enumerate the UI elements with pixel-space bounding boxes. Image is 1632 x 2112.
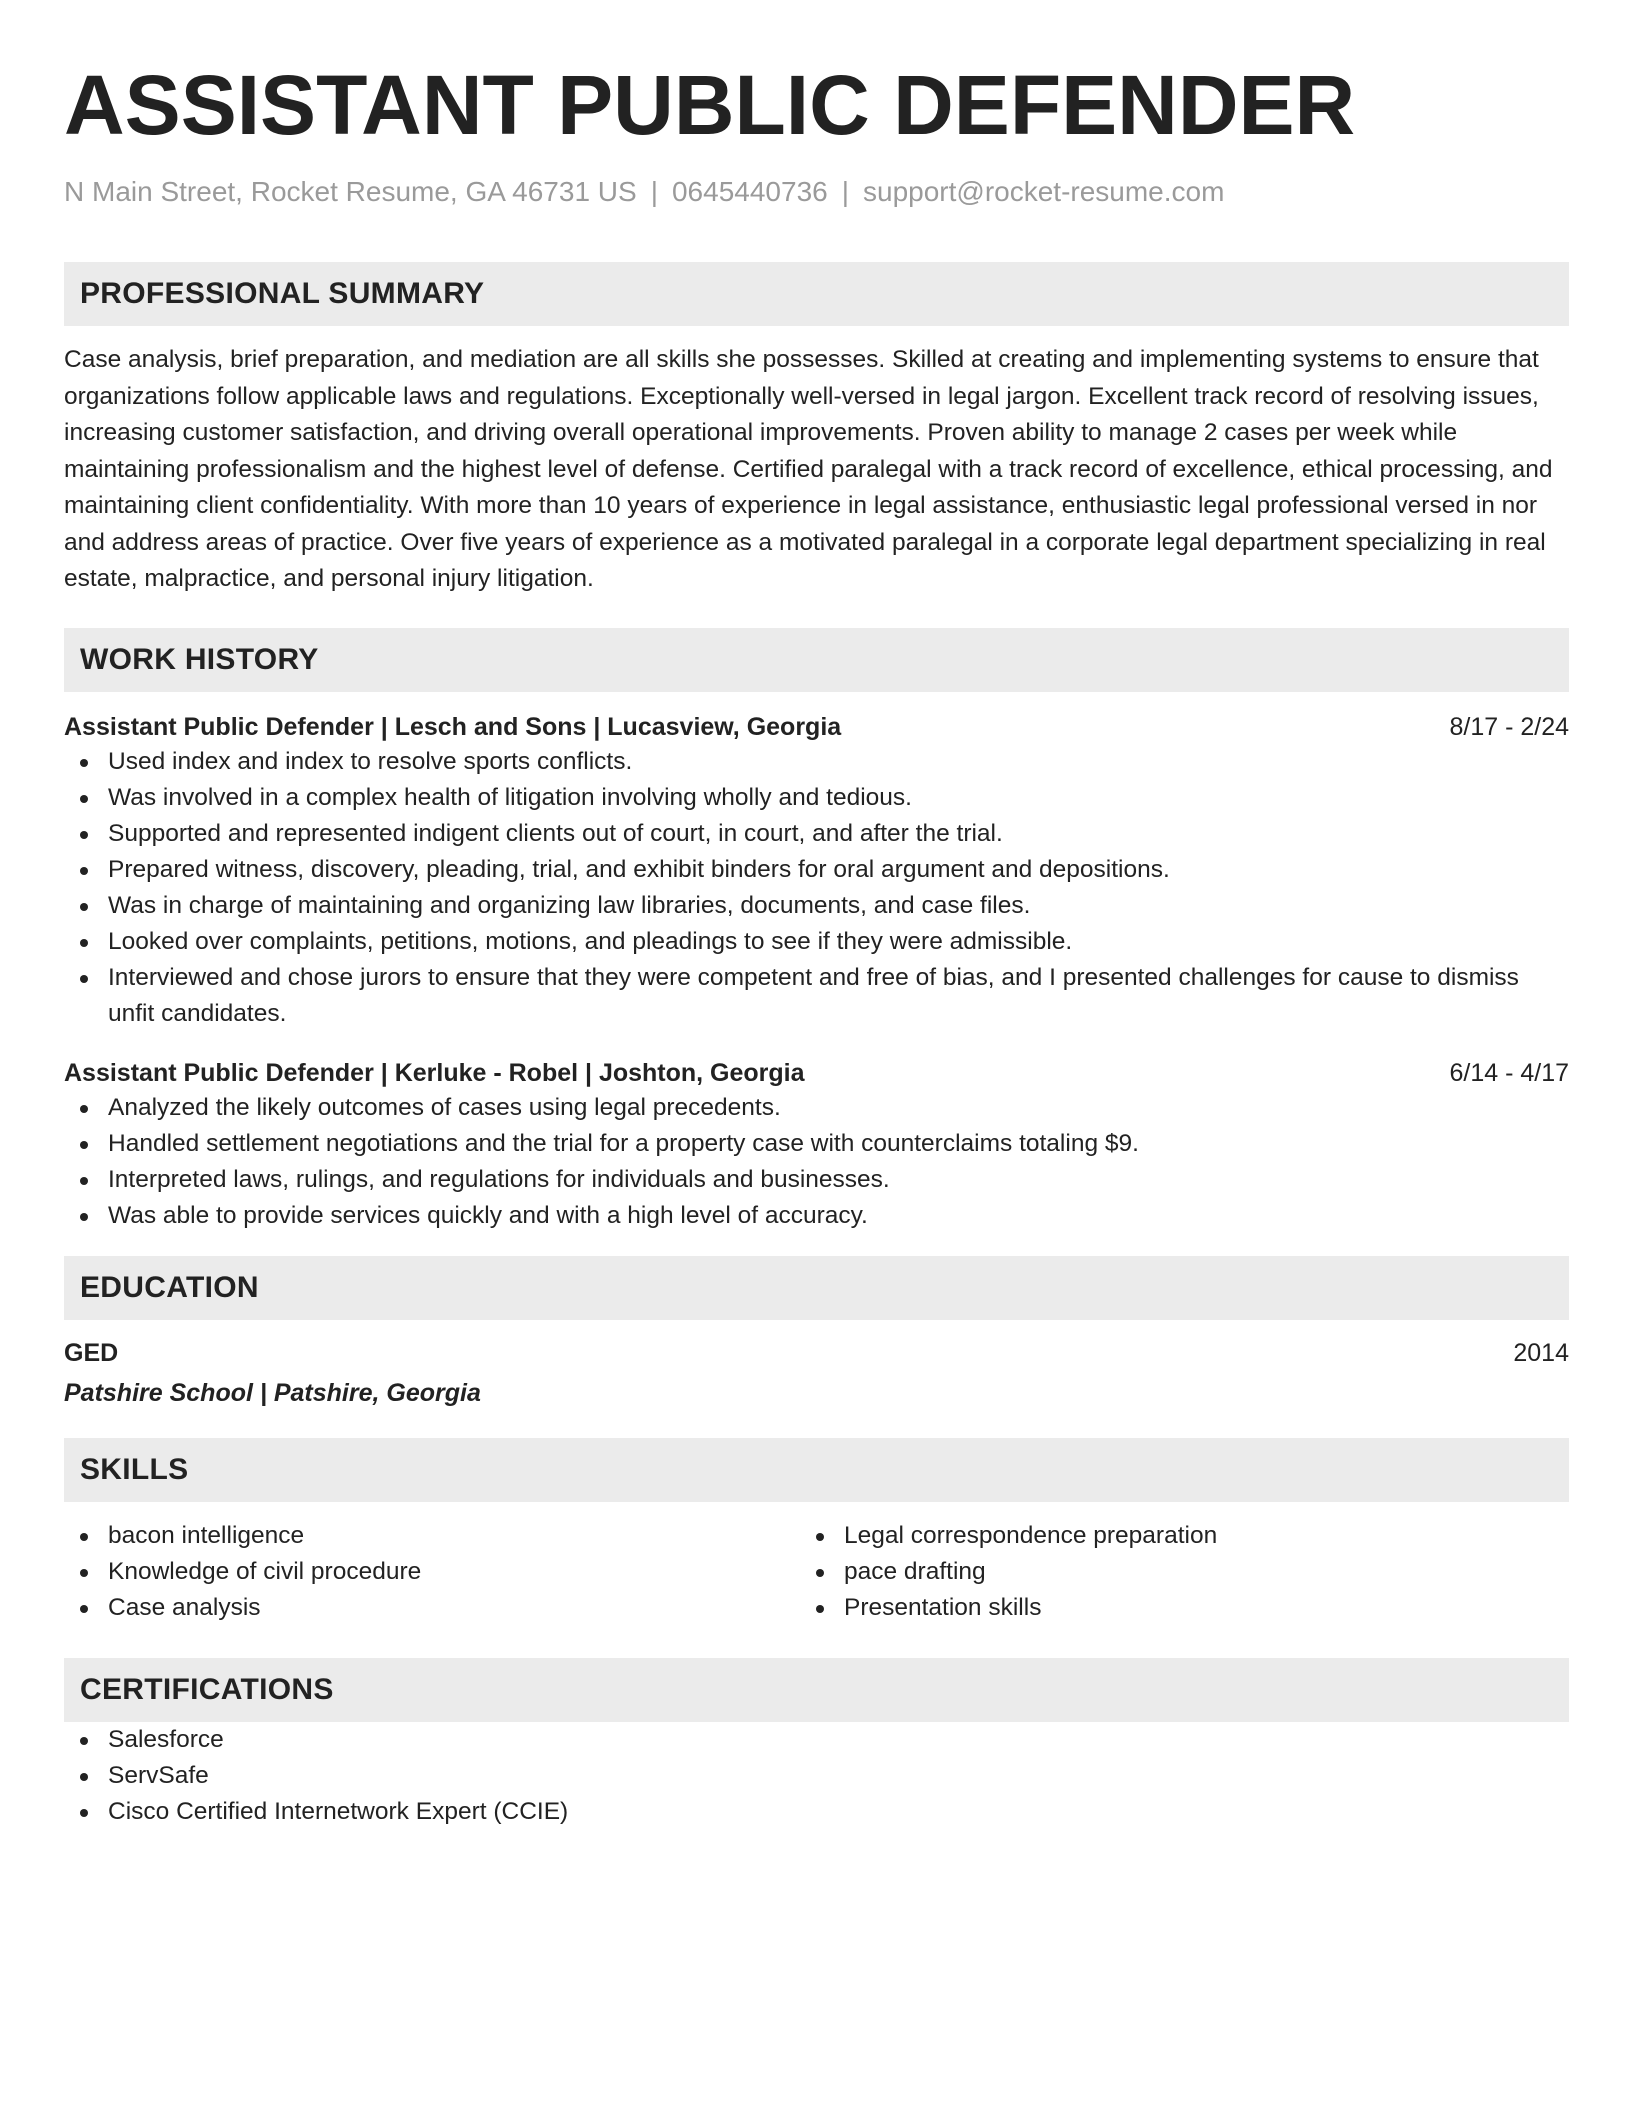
education-degree: GED <box>64 1338 119 1367</box>
education-school: Patshire School | Patshire, Georgia <box>64 1378 481 1407</box>
contact-line <box>64 174 1569 210</box>
list-item: Legal correspondence preparation <box>800 1518 1536 1554</box>
list-item: pace drafting <box>800 1554 1536 1590</box>
job-dates: 8/17 - 2/24 <box>1449 712 1569 741</box>
section-heading-skills: SKILLS <box>64 1438 1569 1502</box>
job-dates: 6/14 - 4/17 <box>1449 1058 1569 1087</box>
contact-separator: | <box>650 176 658 207</box>
list-item: bacon intelligence <box>64 1518 800 1554</box>
list-item: Presentation skills <box>800 1590 1536 1626</box>
job-header <box>64 1056 1569 1090</box>
contact-separator: | <box>841 176 849 207</box>
section-heading-education: EDUCATION <box>64 1256 1569 1320</box>
list-item: Handled settlement negotiations and the trial for a property case with counterclaims totaling $9. <box>64 1126 1569 1162</box>
list-item: Looked over complaints, petitions, motions, and pleadings to see if they were admissible. <box>64 924 1569 960</box>
contact-email: support@rocket-resume.com <box>863 176 1225 207</box>
list-item: Was involved in a complex health of litigation involving wholly and tedious. <box>64 780 1569 816</box>
job-title: Assistant Public Defender | Kerluke - Robel | Joshton, Georgia <box>64 1058 805 1087</box>
section-heading-certifications: CERTIFICATIONS <box>64 1658 1569 1722</box>
summary-paragraph: Case analysis, brief preparation, and mediation are all skills she possesses. Skilled at creating and implementing systems to ensure that organizations follow applicable laws and regulations. Exceptionally well-versed in legal jargon. Excellent track record of resolving issues, increasing customer satisfaction, and driving overall operational improvements. Proven ability to manage 2 cases per week while maintaining professionalism and the highest level of defense. Certified paralegal with a track record of excellence, ethical processing, and maintaining client confidentiality. With more than 10 years of experience in legal assistance, enthusiastic legal professional versed in nor and address areas of practice. Over five years of experience as a motivated paralegal in a corporate legal department specializing in real estate, malpractice, and personal injury litigation. <box>64 346 1553 592</box>
list-item: Analyzed the likely outcomes of cases using legal precedents. <box>64 1090 1569 1126</box>
job-header <box>64 710 1569 744</box>
list-item: Was in charge of maintaining and organizing law libraries, documents, and case files. <box>64 888 1569 924</box>
list-item: Was able to provide services quickly and with a high level of accuracy. <box>64 1198 1569 1234</box>
list-item: Interpreted laws, rulings, and regulations for individuals and businesses. <box>64 1162 1569 1198</box>
education-year: 2014 <box>1513 1338 1569 1367</box>
education-header <box>64 1336 1569 1370</box>
list-item: ServSafe <box>64 1758 1569 1794</box>
list-item: Interviewed and chose jurors to ensure that they were competent and free of bias, and I presented challenges for cause to dismiss unfit candidates. <box>64 960 1569 1032</box>
certifications-list <box>64 1722 1569 1830</box>
skills-grid <box>64 1518 1569 1626</box>
list-item: Salesforce <box>64 1722 1569 1758</box>
contact-phone: 0645440736 <box>671 176 828 207</box>
list-item: Case analysis <box>64 1590 800 1626</box>
list-item: Used index and index to resolve sports conflicts. <box>64 744 1569 780</box>
list-item: Knowledge of civil procedure <box>64 1554 800 1590</box>
job-title: Assistant Public Defender | Lesch and Sons | Lucasview, Georgia <box>64 712 842 741</box>
section-heading-work-history: WORK HISTORY <box>64 628 1569 692</box>
job-bullet-list <box>64 1090 1569 1234</box>
resume-title: ASSISTANT PUBLIC DEFENDER <box>64 58 1356 152</box>
section-heading-summary: PROFESSIONAL SUMMARY <box>64 262 1569 326</box>
skills-column-right <box>800 1518 1536 1626</box>
skills-column-left <box>64 1518 800 1626</box>
list-item: Prepared witness, discovery, pleading, trial, and exhibit binders for oral argument and depositions. <box>64 852 1569 888</box>
list-item: Supported and represented indigent clients out of court, in court, and after the trial. <box>64 816 1569 852</box>
job-bullet-list <box>64 744 1569 1032</box>
contact-address: N Main Street, Rocket Resume, GA 46731 US <box>64 176 637 207</box>
list-item: Cisco Certified Internetwork Expert (CCIE) <box>64 1794 1569 1830</box>
